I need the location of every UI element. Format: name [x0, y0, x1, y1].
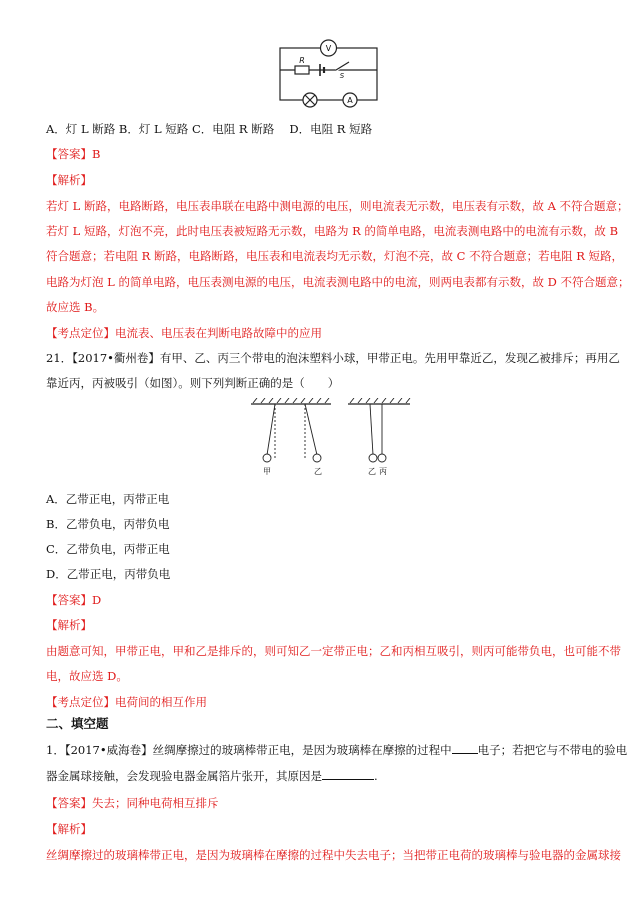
label-jia: 甲 — [263, 467, 271, 476]
q21-analysis-label: 【解析】 — [46, 618, 92, 632]
ball-yi — [313, 454, 321, 462]
q21-option: C．乙带负电，丙带正电 — [46, 542, 170, 556]
label-bing: 丙 — [379, 467, 387, 476]
ball-yi2 — [369, 454, 377, 462]
q21-option: B．乙带负电，丙带负电 — [46, 517, 170, 531]
q20-point: 【考点定位】电流表、电压表在判断电路故障中的应用 — [46, 326, 322, 340]
s2-q1-answer: 【答案】失去；同种电荷相互排斥 — [46, 796, 219, 810]
answer-blank — [322, 768, 374, 780]
label-yi: 乙 — [314, 467, 322, 476]
q21-analysis-line: 电，故应选 D。 — [46, 669, 128, 683]
resistor-label: R — [299, 56, 305, 65]
circuit-diagram — [270, 38, 390, 110]
q20-answer: 【答案】B — [46, 147, 101, 161]
thread-yi — [305, 404, 317, 455]
q20-analysis-line: 电路为灯泡 L 的简单电路，电压表测电源的电压，电流表测电路中的电流，则两电表都有示数，故 D 不符合题意； — [46, 275, 630, 289]
q21-answer: 【答案】D — [46, 593, 102, 607]
q20-options: A．灯 L 断路 B．灯 L 短路 C．电阻 R 断路 D．电阻 R 短路 — [46, 122, 373, 136]
s2-q1-analysis-label: 【解析】 — [46, 822, 92, 836]
q21-point: 【考点定位】电荷间的相互作用 — [46, 695, 207, 709]
ball-bing — [378, 454, 386, 462]
thread-yi2 — [370, 404, 373, 455]
s2-q1-text: 1．【2017•威海卷】丝绸摩擦过的玻璃棒带正电，是因为玻璃棒在摩擦的过程中 — [46, 743, 452, 757]
section-title: 二、填空题 — [46, 716, 109, 731]
resistor-icon — [295, 66, 309, 74]
s2-q1-line2 — [46, 768, 378, 784]
q21-option: A．乙带正电，丙带正电 — [46, 492, 170, 506]
q20-analysis-line: 故应选 B。 — [46, 300, 105, 314]
answer-blank — [452, 742, 478, 754]
pendulum-figure — [245, 398, 415, 478]
q20-analysis-line: 若灯 L 断路，电路断路，电压表串联在电路中测电源的电压，则电流表无示数，电压表有示数，故 A 不符合题意； — [46, 199, 629, 213]
q21-stem-line: 靠近丙，丙被吸引（如图）。则下列判断正确的是（ ） — [46, 376, 340, 390]
q20-analysis-line: 若灯 L 短路，灯泡不亮，此时电压表被短路无示数，电路为 R 的简单电路，电流表测电路中的电流有示数，故 B — [46, 224, 619, 238]
s2-q1-text: 器金属球接触，会发现验电器金属箔片张开，其原因是 — [46, 769, 322, 783]
q21-stem-line: 21．【2017•衢州卷】有甲、乙、丙三个带电的泡沫塑料小球，甲带正电。先用甲靠近乙，发现乙被排斥；再用乙 — [46, 351, 620, 365]
q20-analysis-line: 符合题意；若电阻 R 断路，电路断路，电压表和电流表均无示数，灯泡不亮，故 C 不符合题意；若电阻 R 短路， — [46, 249, 624, 263]
ammeter-label: A — [347, 96, 353, 105]
thread-jia — [267, 404, 275, 455]
s2-q1-text: 电子；若把它与不带电的验电 — [477, 743, 628, 757]
s2-q1-text: . — [374, 769, 378, 783]
q21-analysis-line: 由题意可知，甲带正电，甲和乙是排斥的，则可知乙一定带正电；乙和丙相互吸引，则丙可能带负电，也可能不带 — [46, 644, 621, 658]
voltmeter-label: V — [325, 44, 332, 53]
q21-option: D．乙带正电，丙带负电 — [46, 567, 171, 581]
switch-icon — [336, 62, 349, 70]
s2-q1-analysis-line: 丝绸摩擦过的玻璃棒带正电，是因为玻璃棒在摩擦的过程中失去电子；当把带正电荷的玻璃棒与验电器的金属球接 — [46, 848, 621, 862]
s2-q1-line1 — [46, 742, 627, 758]
q20-analysis-label: 【解析】 — [46, 173, 92, 187]
switch-label: S — [339, 72, 345, 80]
label-yi2: 乙 — [368, 467, 376, 476]
ball-jia — [263, 454, 271, 462]
